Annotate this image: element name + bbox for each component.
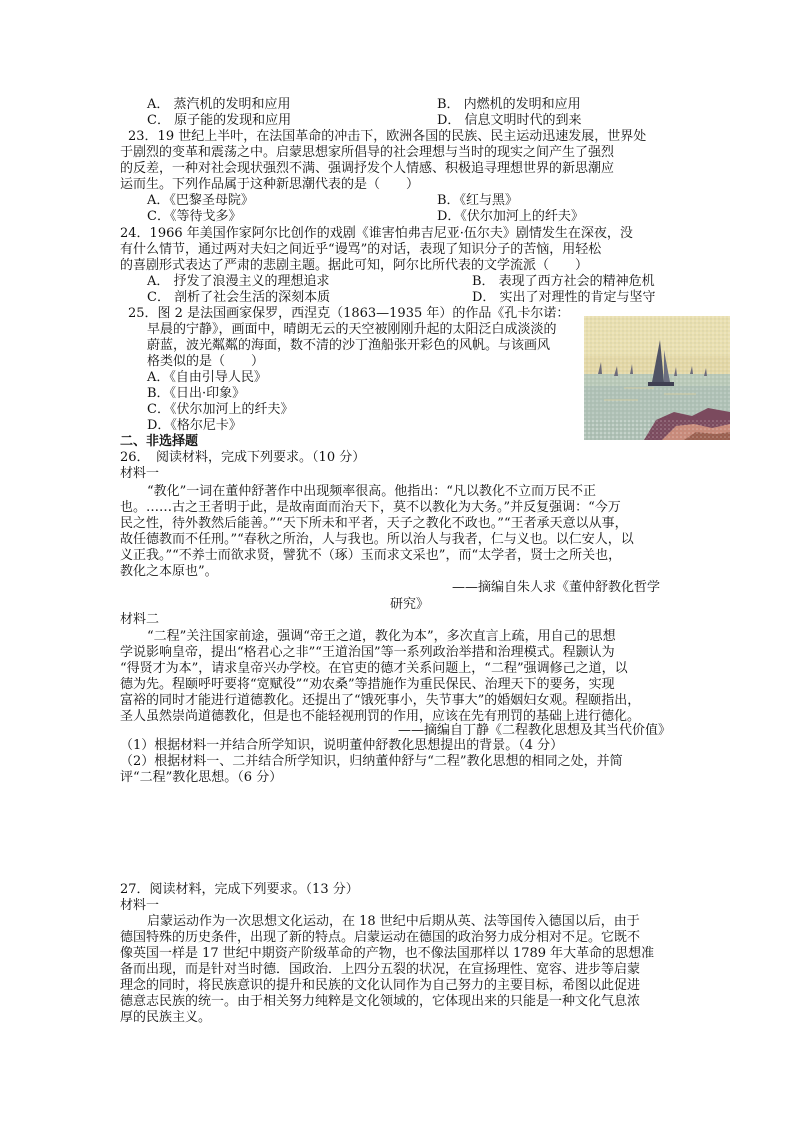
q25-option-b: B．《日出·印象》 <box>147 386 246 401</box>
q26-m1-source-cont: 研究》 <box>390 597 430 612</box>
q26-m1-line: 民之性，待外教然后能善。”“天下所未和平者，天子之教化不政也。”“王者承天意以从事， <box>120 516 628 531</box>
q22-option-b: B． 内燃机的发明和应用 <box>437 97 581 112</box>
q26-m1-line: 义正我。”“不养士而欲求贤，譬犹不（琢）玉而求文采也”，而“太学者，贤士之所关也， <box>120 548 622 563</box>
q26-m2-line: 富裕的同时才能进行道德教化。还提出了“饿死事小，失节事大”的婚姻妇女观。程颐指出， <box>120 693 641 708</box>
q27-m1-line: 启蒙运动作为一次思想文化运动，在 18 世纪中后期从英、法等国传入德国以后，由于 <box>147 914 640 929</box>
q27-material1-label: 材料一 <box>120 898 160 913</box>
q24-stem-2: 有什么情节，通过两对夫妇之间近乎“谩骂”的对话，表现了知识分子的苦恼，用轻松 <box>120 242 602 257</box>
q26-m1-line: 也。……古之王者明于此，是故南面而治天下，莫不以教化为大务。”并反复强调：“今万 <box>120 500 621 515</box>
q26-m1-source: ——摘编自朱人求《董仲舒教化哲学 <box>452 580 661 595</box>
q25-stem-1: 25．图 2 是法国画家保罗，西涅克（1863—1935 年）的作品《孔卡尔诺： <box>128 306 570 321</box>
painting-figure <box>584 316 730 440</box>
q25-stem-3: 蔚蓝，波光粼粼的海面，数不清的沙丁渔船张开彩色的风帆。与该画风 <box>147 338 551 353</box>
q23-stem-1: 23．19 世纪上半叶，在法国革命的冲击下，欧洲各国的民族、民主运动迅速发展，世界处 <box>128 129 647 144</box>
q26-m2-line: “二程”关注国家前途，强调“帝王之道，教化为本”，多次直言上疏，用自己的思想 <box>147 629 616 644</box>
q26-m1-line: “教化”一词在董仲舒著作中出现频率很高。他指出：“凡以教化不立而万民不正 <box>147 484 596 499</box>
q24-stem-1: 24．1966 年美国作家阿尔比创作的戏剧《谁害怕弗吉尼亚·伍尔夫》剧情发生在深夜，没 <box>120 226 633 241</box>
q23-option-b: B．《红与黑》 <box>437 193 519 208</box>
q23-option-c: C．《等待戈多》 <box>147 209 242 224</box>
q26-m2-line: “得贤才为本”，请求皇帝兴办学校。在官吏的德才关系问题上，“二程”强调修己之道，以 <box>120 661 628 676</box>
q27-m1-line: 德意志民族的统一。由于相关努力纯粹是文化领域的，它体现出来的只能是一种文化气息浓 <box>120 994 641 1009</box>
q25-option-a: A．《自由引导人民》 <box>147 370 267 385</box>
q23-stem-3: 的反差，一种对社会现状强烈不满、强调抒发个人情感、积极追寻理想世界的新思潮应 <box>120 161 615 176</box>
q25-option-d: D．《格尔尼卡》 <box>147 418 242 433</box>
q24-option-c: C． 剖析了社会生活的深刻本质 <box>147 290 331 305</box>
q24-option-d: D． 实出了对理性的肯定与坚守 <box>472 290 656 305</box>
q27-m1-line: 理念的同时，将民族意识的提升和民族的文化认同作为自己努力的主要目标，希图以此促进 <box>120 978 641 993</box>
q26-m2-line: 德为先。程颐呼吁要将“宽赋役”“劝农桑”等措施作为重民保民、治理天下的要务，实现 <box>120 677 615 692</box>
q24-option-b: B． 表现了西方社会的精神危机 <box>472 274 655 289</box>
q26-sub2: （2）根据材料一、二并结合所学知识，归纳董仲舒与“二程”教化思想的相同之处，并简 <box>120 754 623 769</box>
q22-option-a: A． 蒸汽机的发明和应用 <box>147 97 291 112</box>
q27-m1-line: 德国特殊的历史条件，出现了新的特点。启蒙运动在德国的政治努力成分相对不足。它既不 <box>120 930 641 945</box>
q26-sub1: （1）根据材料一并结合所学知识，说明董仲舒教化思想提出的背景。（4 分） <box>120 738 564 753</box>
q23-option-d: D．《伏尔加河上的纤夫》 <box>437 209 584 224</box>
section2-title: 二、非选择题 <box>120 434 199 449</box>
q27-m1-line: 厚的民族主义。 <box>120 1010 212 1025</box>
q24-option-a: A． 抒发了浪漫主义的理想追求 <box>147 274 330 289</box>
q27-prompt: 27．阅读材料，完成下列要求。（13 分） <box>120 882 359 897</box>
q23-option-a: A．《巴黎圣母院》 <box>147 193 254 208</box>
q26-m2-source: ——摘编自丁静《二程教化思想及其当代价值》 <box>398 723 672 738</box>
q26-sub2-cont: 评“二程”教化思想。（6 分） <box>120 770 283 785</box>
q22-option-c: C． 原子能的发现和应用 <box>147 113 292 128</box>
q25-stem-2: 早晨的宁静》，画面中，晴朗无云的天空被刚刚升起的太阳泛白成淡淡的 <box>147 322 557 337</box>
q26-m2-line: 圣人虽然崇尚道德教化，但是也不能轻视刑罚的作用，应该在先有刑罚的基础上进行德化。 <box>120 709 641 724</box>
q22-option-d: D． 信息文明时代的到来 <box>437 113 582 128</box>
q26-m1-line: 教化之本原也”。 <box>120 564 218 579</box>
q26-material1-label: 材料一 <box>120 466 160 481</box>
q26-prompt: 26． 阅读材料，完成下列要求。（10 分） <box>120 450 366 465</box>
q27-m1-line: 像英国一样是 17 世纪中期资产阶级革命的产物，也不像法国那样以 1789 年大革命的思想准 <box>120 946 655 961</box>
q25-stem-4: 格类似的是（ ） <box>147 354 265 369</box>
q25-option-c: C．《伏尔加河上的纤夫》 <box>147 402 294 417</box>
q23-stem-4: 运而生。下列作品属于这种新思潮代表的是（ ） <box>120 177 420 192</box>
q26-material2-label: 材料二 <box>120 612 160 627</box>
q24-stem-3: 的喜剧形式表达了严肃的悲剧主题。据此可知，阿尔比所代表的文学流派（ ） <box>120 258 589 273</box>
q27-m1-line: 备而出现，而是针对当时德．国政治．上四分五裂的状况，在宣扬理性、宽容、进步等启蒙 <box>120 962 641 977</box>
q26-m1-line: 故任德教而不任刑。”“春秋之所治，人与我也。所以治人与我者，仁与义也。以仁安人，以 <box>120 532 634 547</box>
q23-stem-2: 于剧烈的变革和震荡之中。启蒙思想家所倡导的社会理想与当时的现实之间产生了强烈 <box>120 145 615 160</box>
q26-m2-line: 学说影响皇帝，提出“格君心之非”“王道治国”等一系列政治举措和治理模式。程颢认为 <box>120 645 615 660</box>
